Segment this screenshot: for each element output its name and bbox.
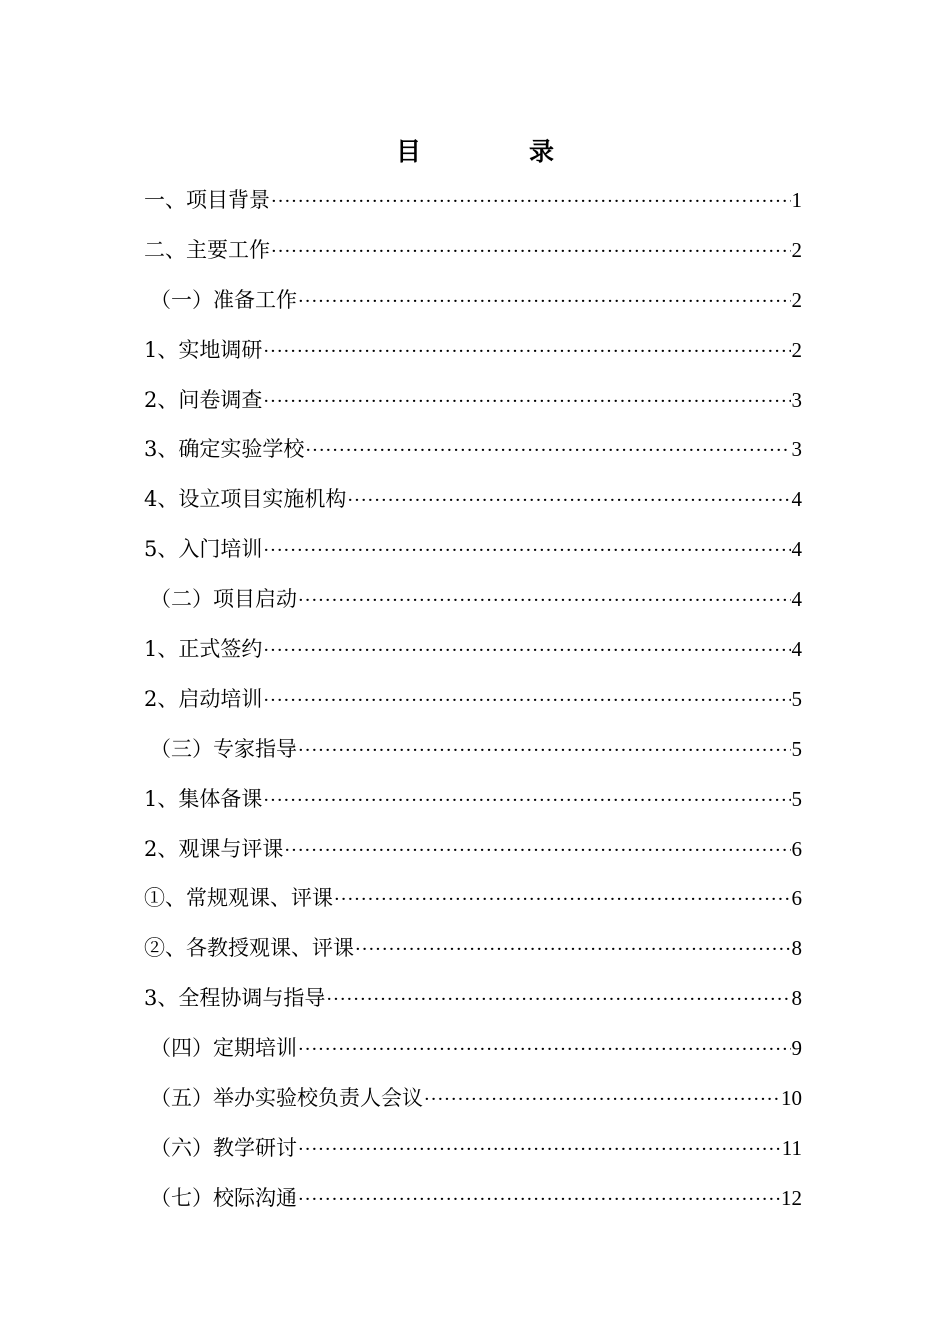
toc-dot-leader [263, 382, 790, 422]
toc-entry-label: 3、确定实验学校 [144, 437, 305, 462]
toc-entry[interactable] [144, 829, 802, 879]
toc-entry-page-number: 6 [791, 886, 802, 911]
toc-entry-page-number: 5 [791, 686, 802, 711]
toc-entry[interactable] [144, 928, 802, 978]
toc-entry-page-number: 4 [791, 537, 802, 562]
toc-dot-leader [298, 1030, 791, 1070]
toc-dot-leader [347, 481, 790, 521]
toc-entry-label: （三）专家指导 [150, 736, 297, 761]
toc-entry[interactable] [144, 330, 802, 380]
toc-entry[interactable] [144, 878, 802, 928]
toc-entry-page-number: 2 [791, 287, 802, 312]
toc-entry[interactable] [144, 779, 802, 829]
table-of-contents [144, 180, 802, 1228]
toc-entry-label: 2、启动培训 [144, 686, 263, 711]
toc-entry-page-number: 5 [791, 786, 802, 811]
toc-entry[interactable] [144, 429, 802, 479]
toc-entry[interactable] [144, 230, 802, 280]
toc-entry-label: 2、问卷调查 [144, 387, 263, 412]
toc-entry-label: 1、实地调研 [144, 337, 263, 362]
toc-entry-page-number: 2 [791, 337, 802, 362]
toc-entry-page-number: 3 [791, 387, 802, 412]
toc-entry-page-number: 2 [791, 237, 802, 262]
toc-entry-page-number: 11 [781, 1135, 802, 1160]
toc-dot-leader [284, 831, 790, 871]
toc-entry[interactable] [144, 1178, 802, 1228]
toc-entry-label: 3、全程协调与指导 [144, 986, 326, 1011]
toc-entry[interactable] [144, 978, 802, 1028]
toc-dot-leader [424, 1080, 780, 1120]
toc-entry[interactable] [144, 629, 802, 679]
toc-entry-label: （七）校际沟通 [150, 1185, 297, 1210]
toc-entry[interactable] [144, 180, 802, 230]
toc-entry[interactable] [144, 729, 802, 779]
toc-entry[interactable] [144, 579, 802, 629]
toc-entry[interactable] [144, 380, 802, 430]
toc-dot-leader [263, 781, 790, 821]
toc-entry[interactable] [144, 1078, 802, 1128]
toc-dot-leader [326, 980, 790, 1020]
toc-entry[interactable] [144, 679, 802, 729]
toc-dot-leader [263, 631, 790, 671]
toc-entry-page-number: 12 [781, 1185, 802, 1210]
toc-dot-leader [298, 731, 791, 771]
toc-entry-label: （六）教学研讨 [150, 1135, 297, 1160]
toc-entry[interactable] [144, 280, 802, 330]
toc-entry-page-number: 10 [781, 1086, 802, 1111]
toc-entry-label: ①、常规观课、评课 [144, 886, 333, 911]
toc-dot-leader [263, 332, 790, 372]
toc-dot-leader [263, 531, 790, 571]
toc-entry-page-number: 1 [791, 188, 802, 212]
toc-entry-label: 2、观课与评课 [144, 836, 284, 861]
toc-entry-page-number: 4 [791, 587, 802, 612]
toc-entry[interactable] [144, 1128, 802, 1178]
toc-entry-label: ②、各教授观课、评课 [144, 936, 354, 961]
toc-entry-label: （四）定期培训 [150, 1036, 297, 1061]
toc-entry-label: （五）举办实验校负责人会议 [150, 1086, 423, 1111]
toc-dot-leader [298, 1180, 780, 1220]
toc-dot-leader [305, 431, 790, 471]
toc-dot-leader [298, 581, 791, 621]
toc-dot-leader [271, 182, 791, 222]
toc-entry-page-number: 8 [791, 936, 802, 961]
toc-entry-label: （一）准备工作 [150, 287, 297, 312]
toc-entry-page-number: 5 [791, 736, 802, 761]
toc-dot-leader [263, 681, 790, 721]
toc-entry-label: 一、项目背景 [144, 188, 270, 212]
toc-entry[interactable] [144, 1028, 802, 1078]
toc-entry[interactable] [144, 529, 802, 579]
toc-entry[interactable] [144, 479, 802, 529]
page-title [0, 132, 950, 172]
toc-entry-page-number: 9 [791, 1036, 802, 1061]
toc-dot-leader [334, 880, 791, 920]
toc-entry-label: 1、集体备课 [144, 786, 263, 811]
toc-dot-leader [298, 1130, 781, 1170]
title-char-1: 目 [395, 137, 421, 166]
toc-entry-label: 1、正式签约 [144, 637, 263, 662]
toc-dot-leader [271, 232, 791, 272]
toc-entry-label: 5、入门培训 [144, 537, 263, 562]
toc-entry-page-number: 4 [791, 637, 802, 662]
toc-entry-label: 二、主要工作 [144, 237, 270, 262]
toc-entry-page-number: 3 [791, 437, 802, 462]
toc-entry-page-number: 8 [791, 986, 802, 1011]
toc-entry-page-number: 6 [791, 836, 802, 861]
toc-dot-leader [298, 282, 791, 322]
toc-entry-page-number: 4 [791, 487, 802, 512]
toc-entry-label: （二）项目启动 [150, 587, 297, 612]
title-char-2: 录 [529, 137, 555, 166]
toc-entry-label: 4、设立项目实施机构 [144, 487, 347, 512]
toc-dot-leader [355, 930, 791, 970]
